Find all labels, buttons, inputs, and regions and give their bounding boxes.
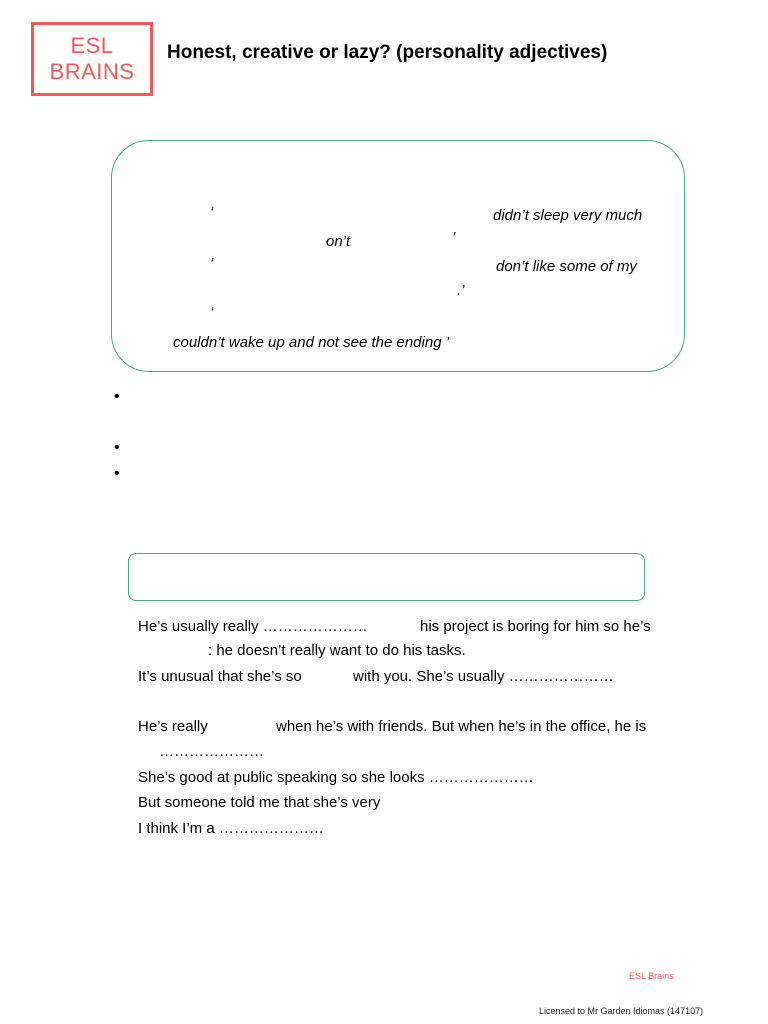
exercise-line: …………………: [159, 743, 264, 760]
quote-fragment: .’: [457, 282, 465, 299]
quote-fragment: ‘: [210, 204, 214, 221]
exercise-line: He’s really: [138, 718, 208, 735]
exercise-line: I think I’m a …………………: [138, 820, 324, 837]
logo-line-1: ESL: [70, 33, 114, 58]
quote-fragment: couldn’t wake up and not see the ending ’: [173, 334, 450, 351]
quote-fragment: don’t like some of my: [496, 258, 637, 275]
quote-fragment: ’: [452, 229, 456, 246]
logo-line-2: BRAINS: [49, 59, 135, 84]
quote-fragment: ‘: [210, 304, 214, 321]
bullet-point: •: [114, 465, 120, 482]
footer-license: Licensed to Mr Garden Idiomas (147107): [539, 1006, 704, 1016]
esl-brains-logo: [31, 22, 153, 96]
exercise-line: : he doesn’t really want to do his tasks.: [208, 642, 466, 659]
exercise-line: It’s unusual that she’s so: [138, 668, 302, 685]
bullet-point: •: [114, 388, 120, 405]
bullet-point: •: [114, 439, 120, 456]
footer-brand: ESL Brains: [629, 971, 674, 981]
exercise-line: with you. She’s usually …………………: [353, 668, 614, 685]
instruction-box: [128, 553, 645, 601]
exercise-line: But someone told me that she’s very: [138, 794, 381, 811]
exercise-line: She’s good at public speaking so she looks …………………: [138, 769, 534, 786]
exercise-line: his project is boring for him so he’s: [420, 618, 651, 635]
page-title: Honest, creative or lazy? (personality adjectives): [167, 42, 608, 63]
exercise-line: when he’s with friends. But when he’s in the office, he is: [276, 718, 647, 735]
quote-fragment: didn’t sleep very much: [493, 207, 643, 224]
quote-fragment: ‘: [210, 255, 214, 272]
exercise-line: He’s usually really …………………: [138, 618, 368, 635]
quote-fragment: on’t: [326, 233, 351, 250]
